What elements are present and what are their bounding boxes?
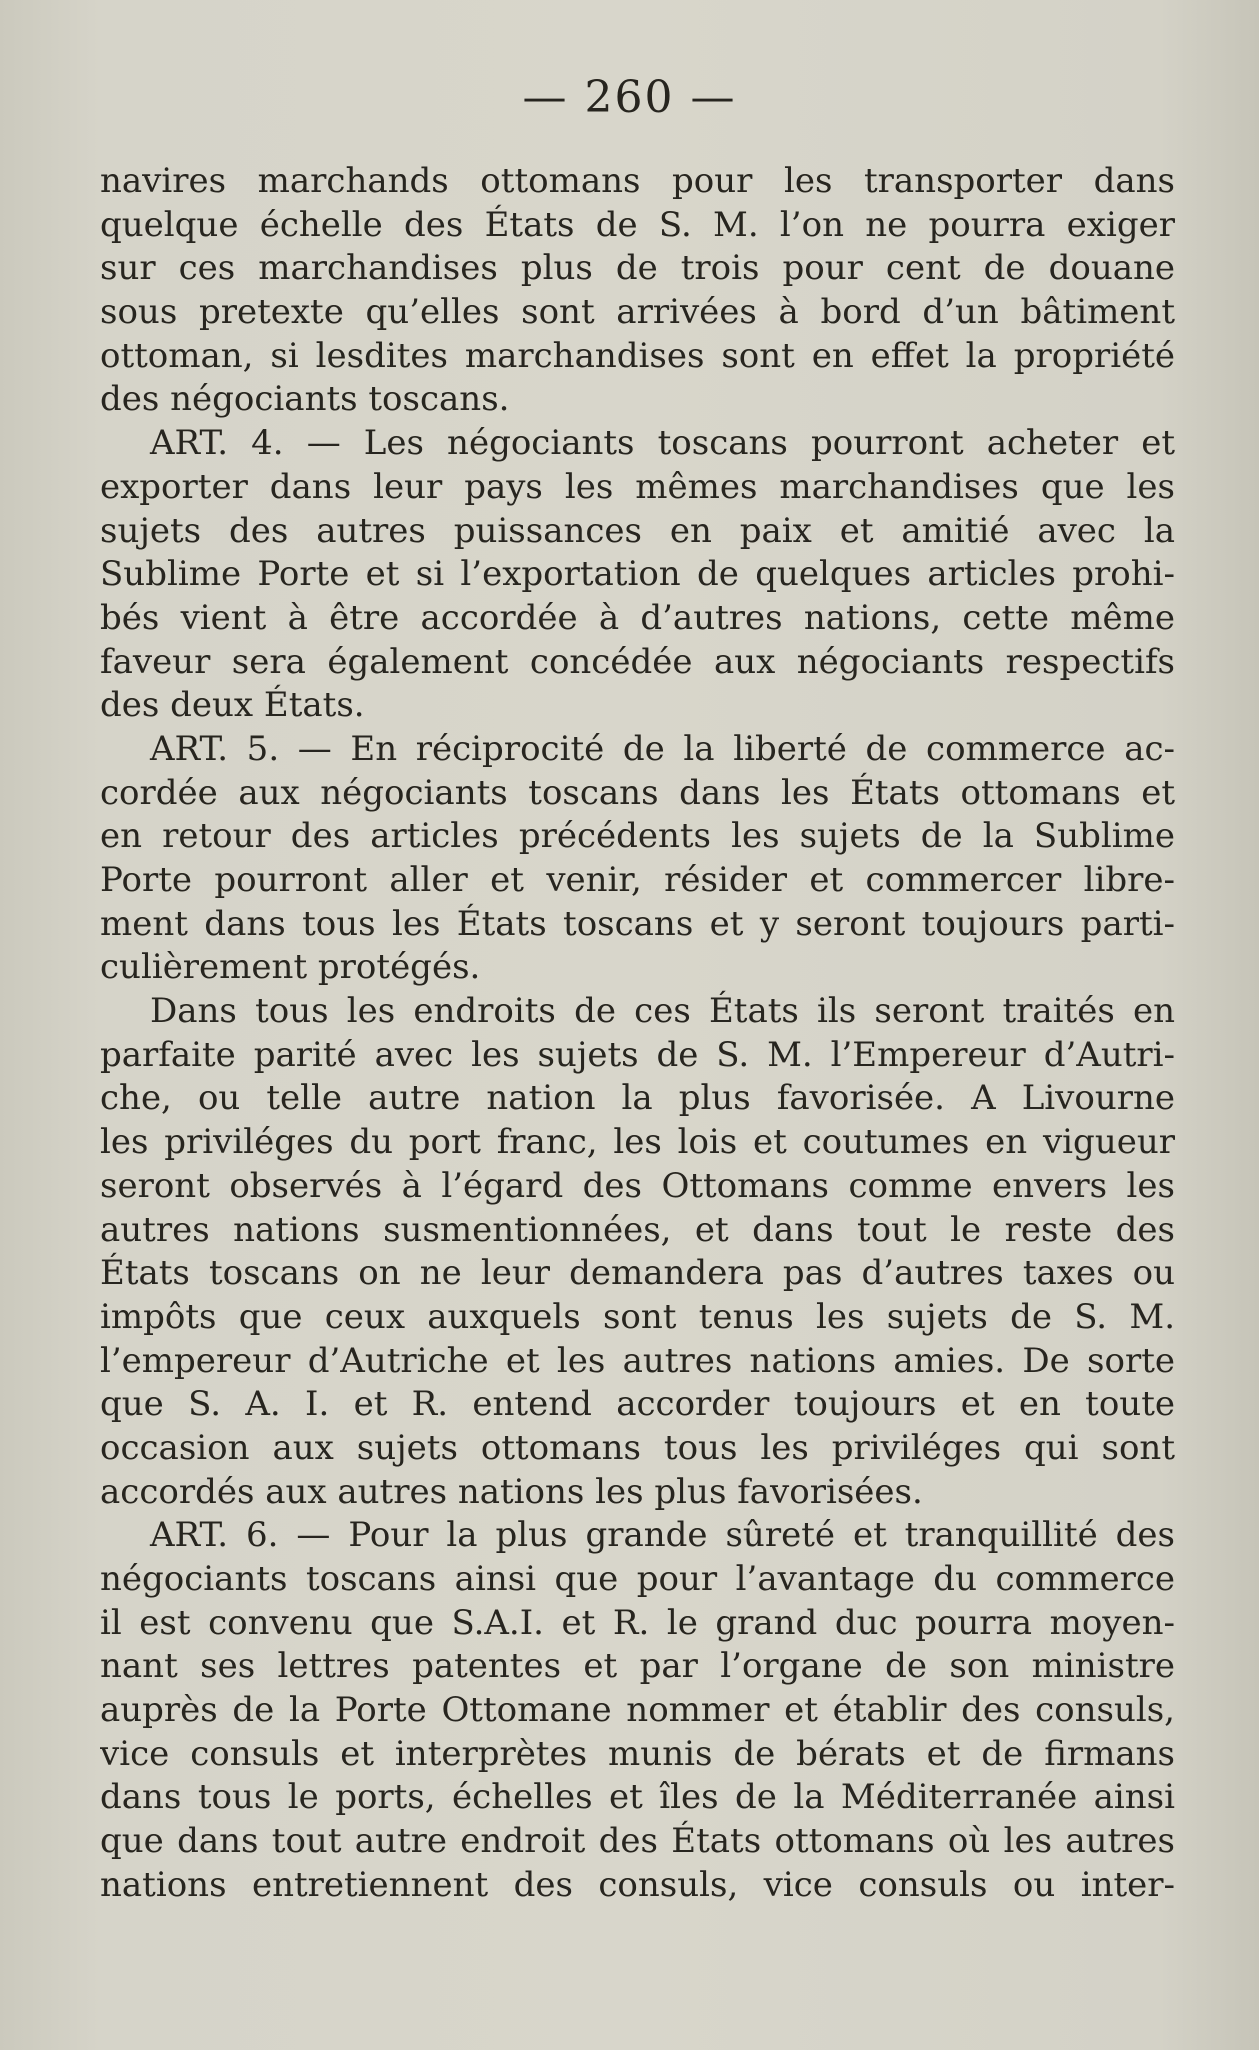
text-line: sujets des autres puissances en paix et amitié avec la bbox=[100, 510, 1175, 551]
page-number: — 260 — bbox=[522, 72, 737, 123]
text-line: occasion aux sujets ottomans tous les priviléges qui sont bbox=[100, 1427, 1175, 1468]
body-text bbox=[100, 160, 1175, 1908]
text-line: sur ces marchandises plus de trois pour cent de douane bbox=[100, 248, 1175, 289]
text-line: que S. A. I. et R. entend accorder toujours et en toute bbox=[100, 1384, 1175, 1425]
text-line: ment dans tous les États toscans et y seront toujours parti- bbox=[100, 903, 1175, 944]
text-line: exporter dans leur pays les mêmes marchandises que les bbox=[100, 466, 1175, 507]
text-line: ART. 5. — En réciprocité de la liberté de commerce ac- bbox=[150, 728, 1175, 769]
text-line: nant ses lettres patentes et par l’organe de son ministre bbox=[100, 1646, 1175, 1687]
text-line: auprès de la Porte Ottomane nommer et établir des consuls, bbox=[100, 1690, 1175, 1731]
text-line: bés vient à être accordée à d’autres nations, cette même bbox=[100, 597, 1175, 638]
text-line: seront observés à l’égard des Ottomans comme envers les bbox=[100, 1165, 1175, 1206]
text-line: ART. 6. — Pour la plus grande sûreté et tranquillité des bbox=[150, 1515, 1175, 1556]
text-line: vice consuls et interprètes munis de bérats et de firmans bbox=[100, 1733, 1175, 1774]
text-line: che, ou telle autre nation la plus favorisée. A Livourne bbox=[100, 1078, 1175, 1119]
text-line: il est convenu que S.A.I. et R. le grand duc pourra moyen- bbox=[100, 1602, 1175, 1643]
text-line: en retour des articles précédents les sujets de la Sublime bbox=[100, 816, 1175, 857]
text-line: les priviléges du port franc, les lois et coutumes en vigueur bbox=[100, 1122, 1175, 1163]
text-line: États toscans on ne leur demandera pas d’autres taxes ou bbox=[100, 1253, 1175, 1294]
text-line: des deux États. bbox=[100, 685, 365, 726]
text-line: navires marchands ottomans pour les transporter dans bbox=[100, 161, 1175, 201]
text-line: que dans tout autre endroit des États ottomans où les autres bbox=[100, 1821, 1175, 1862]
text-line: Sublime Porte et si l’exportation de quelques articles prohi- bbox=[100, 554, 1175, 595]
text-line: faveur sera également concédée aux négociants respectifs bbox=[100, 641, 1175, 682]
text-line: accordés aux autres nations les plus favorisées. bbox=[100, 1471, 923, 1512]
text-line: des négociants toscans. bbox=[100, 379, 510, 420]
text-line: quelque échelle des États de S. M. l’on ne pourra exiger bbox=[100, 204, 1175, 245]
text-line: l’empereur d’Autriche et les autres nations amies. De sorte bbox=[100, 1340, 1175, 1381]
text-line: ART. 4. — Les négociants toscans pourront acheter et bbox=[150, 423, 1175, 464]
text-line: ottoman, si lesdites marchandises sont en effet la propriété bbox=[100, 335, 1175, 376]
text-line: Porte pourront aller et venir, résider et commercer libre- bbox=[100, 860, 1175, 900]
text-line: impôts que ceux auxquels sont tenus les sujets de S. M. bbox=[100, 1296, 1175, 1337]
text-line: nations entretiennent des consuls, vice consuls ou inter- bbox=[100, 1864, 1175, 1905]
text-line: autres nations susmentionnées, et dans tout le reste des bbox=[100, 1209, 1175, 1250]
text-line: dans tous le ports, échelles et îles de la Méditerranée ainsi bbox=[100, 1777, 1175, 1818]
text-line: cordée aux négociants toscans dans les États ottomans et bbox=[100, 772, 1175, 813]
text-line: parfaite parité avec les sujets de S. M. l’Empereur d’Autri- bbox=[100, 1034, 1175, 1075]
text-line: Dans tous les endroits de ces États ils seront traités en bbox=[150, 991, 1175, 1032]
text-line: négociants toscans ainsi que pour l’avantage du commerce bbox=[100, 1559, 1175, 1599]
text-line: culièrement protégés. bbox=[100, 947, 481, 988]
text-line: sous pretexte qu’elles sont arrivées à bord d’un bâtiment bbox=[100, 292, 1175, 333]
